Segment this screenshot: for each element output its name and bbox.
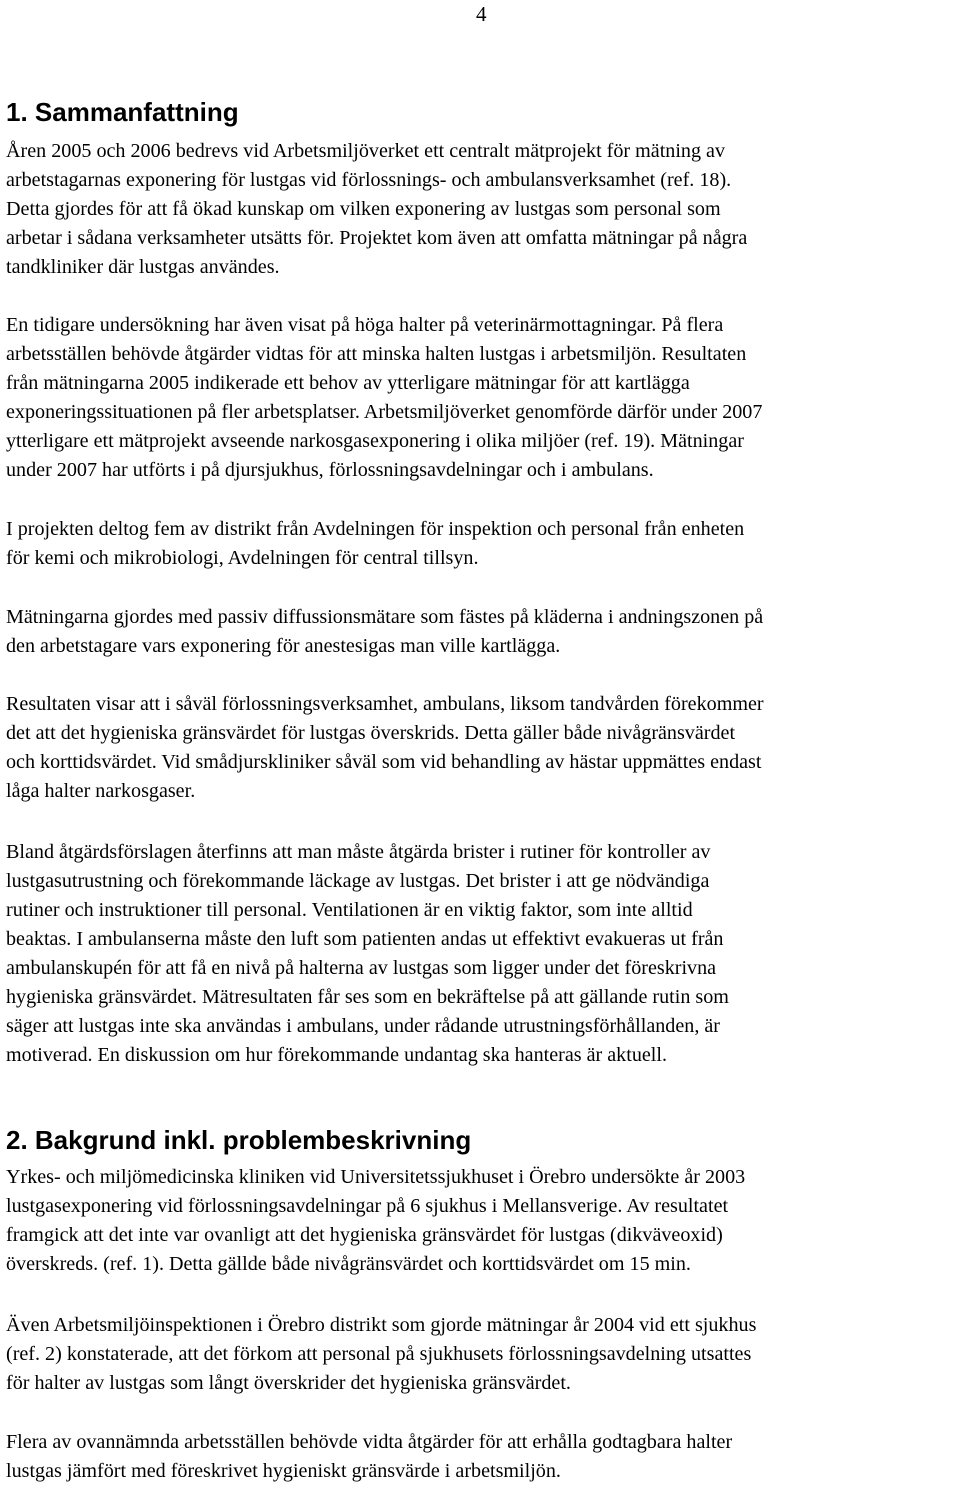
text-line: beaktas. I ambulanserna måste den luft som patienten andas ut effektivt evakueras ut från	[6, 928, 724, 950]
section-heading-bakgrund: 2. Bakgrund inkl. problembeskrivning	[6, 1125, 472, 1155]
text-line: överskreds. (ref. 1). Detta gällde både nivågränsvärdet och korttidsvärdet om 15 min.	[6, 1253, 691, 1275]
text-line: Åren 2005 och 2006 bedrevs vid Arbetsmiljöverket ett centralt mätprojekt för mätning av	[6, 140, 726, 162]
text-line: ambulanskupén för att få en nivå på halterna av lustgas som ligger under det föreskrivna	[6, 957, 717, 979]
paragraph	[6, 838, 960, 1070]
text-line: hygieniska gränsvärdet. Mätresultaten får ses som en bekräftelse på att gällande rutin som	[6, 986, 729, 1008]
text-line: det att det hygieniska gränsvärdet för lustgas överskrids. Detta gäller både nivågränsvärdet	[6, 722, 736, 744]
text-line: En tidigare undersökning har även visat på höga halter på veterinärmottagningar. På flera	[6, 314, 724, 336]
text-line: under 2007 har utförts i på djursjukhus, förlossningsavdelningar och i ambulans.	[6, 459, 654, 481]
text-line: och korttidsvärdet. Vid smådjurskliniker såväl som vid behandling av hästar uppmättes endast	[6, 751, 762, 773]
text-line: Resultaten visar att i såväl förlossningsverksamhet, ambulans, liksom tandvården förekommer	[6, 693, 764, 715]
paragraph	[6, 1428, 960, 1486]
text-line: framgick att det inte var ovanligt att det hygieniska gränsvärdet för lustgas (dikväveoxid)	[6, 1224, 723, 1246]
text-line: från mätningarna 2005 indikerade ett behov av ytterligare mätningar för att kartlägga	[6, 372, 690, 394]
text-line: Även Arbetsmiljöinspektionen i Örebro distrikt som gjorde mätningar år 2004 vid ett sjukhus	[6, 1314, 757, 1336]
text-line: Mätningarna gjordes med passiv diffussionsmätare som fästes på kläderna i andningszonen på	[6, 606, 764, 628]
paragraph	[6, 1163, 960, 1279]
text-line: Flera av ovannämnda arbetsställen behövde vidta åtgärder för att erhålla godtagbara halter	[6, 1431, 733, 1453]
text-line: säger att lustgas inte ska användas i ambulans, under rådande utrustningsförhållanden, är	[6, 1015, 721, 1037]
text-line: lustgasexponering vid förlossningsavdelningar på 6 sjukhus i Mellansverige. Av resultatet	[6, 1195, 729, 1217]
text-line: lustgas jämfört med föreskrivet hygieniskt gränsvärde i arbetsmiljön.	[6, 1460, 561, 1482]
text-line: I projekten deltog fem av distrikt från Avdelningen för inspektion och personal från enheten	[6, 518, 745, 540]
text-line: motiverad. En diskussion om hur förekommande undantag ska hanteras är aktuell.	[6, 1044, 667, 1066]
text-line: arbetar i sådana verksamheter utsätts för. Projektet kom även att omfatta mätningar på några	[6, 227, 748, 249]
text-line: Bland åtgärdsförslagen återfinns att man måste åtgärda brister i rutiner för kontroller av	[6, 841, 711, 863]
text-line: arbetsställen behövde åtgärder vidtas för att minska halten lustgas i arbetsmiljön. Resultaten	[6, 343, 747, 365]
paragraph	[6, 603, 960, 661]
text-line: den arbetstagare vars exponering för anestesigas man ville kartlägga.	[6, 635, 561, 657]
text-line: låga halter narkosgaser.	[6, 780, 196, 802]
page-number: 4	[476, 2, 487, 26]
paragraph	[6, 137, 960, 282]
text-line: rutiner och instruktioner till personal. Ventilationen är en viktig faktor, som inte alltid	[6, 899, 693, 921]
paragraph	[6, 1311, 960, 1398]
paragraph	[6, 690, 960, 806]
text-line: Yrkes- och miljömedicinska kliniken vid Universitetssjukhuset i Örebro undersökte år 2003	[6, 1166, 746, 1188]
section-heading-sammanfattning: 1. Sammanfattning	[6, 97, 239, 127]
text-line: exponeringssituationen på fler arbetsplatser. Arbetsmiljöverket genomförde därför under 2007	[6, 401, 763, 423]
text-line: Detta gjordes för att få ökad kunskap om vilken exponering av lustgas som personal som	[6, 198, 721, 220]
text-line: arbetstagarnas exponering för lustgas vid förlossnings- och ambulansverksamhet (ref. 18).	[6, 169, 732, 191]
paragraph	[6, 515, 960, 573]
text-line: (ref. 2) konstaterade, att det förkom att personal på sjukhusets förlossningsavdelning utsattes	[6, 1343, 752, 1365]
paragraph	[6, 311, 960, 485]
text-line: lustgasutrustning och förekommande läckage av lustgas. Det brister i att ge nödvändiga	[6, 870, 710, 892]
text-line: för kemi och mikrobiologi, Avdelningen för central tillsyn.	[6, 547, 479, 569]
text-line: för halter av lustgas som långt överskrider det hygieniska gränsvärdet.	[6, 1372, 571, 1394]
text-line: tandkliniker där lustgas användes.	[6, 256, 280, 278]
text-line: ytterligare ett mätprojekt avseende narkosgasexponering i olika miljöer (ref. 19). Mätningar	[6, 430, 744, 452]
